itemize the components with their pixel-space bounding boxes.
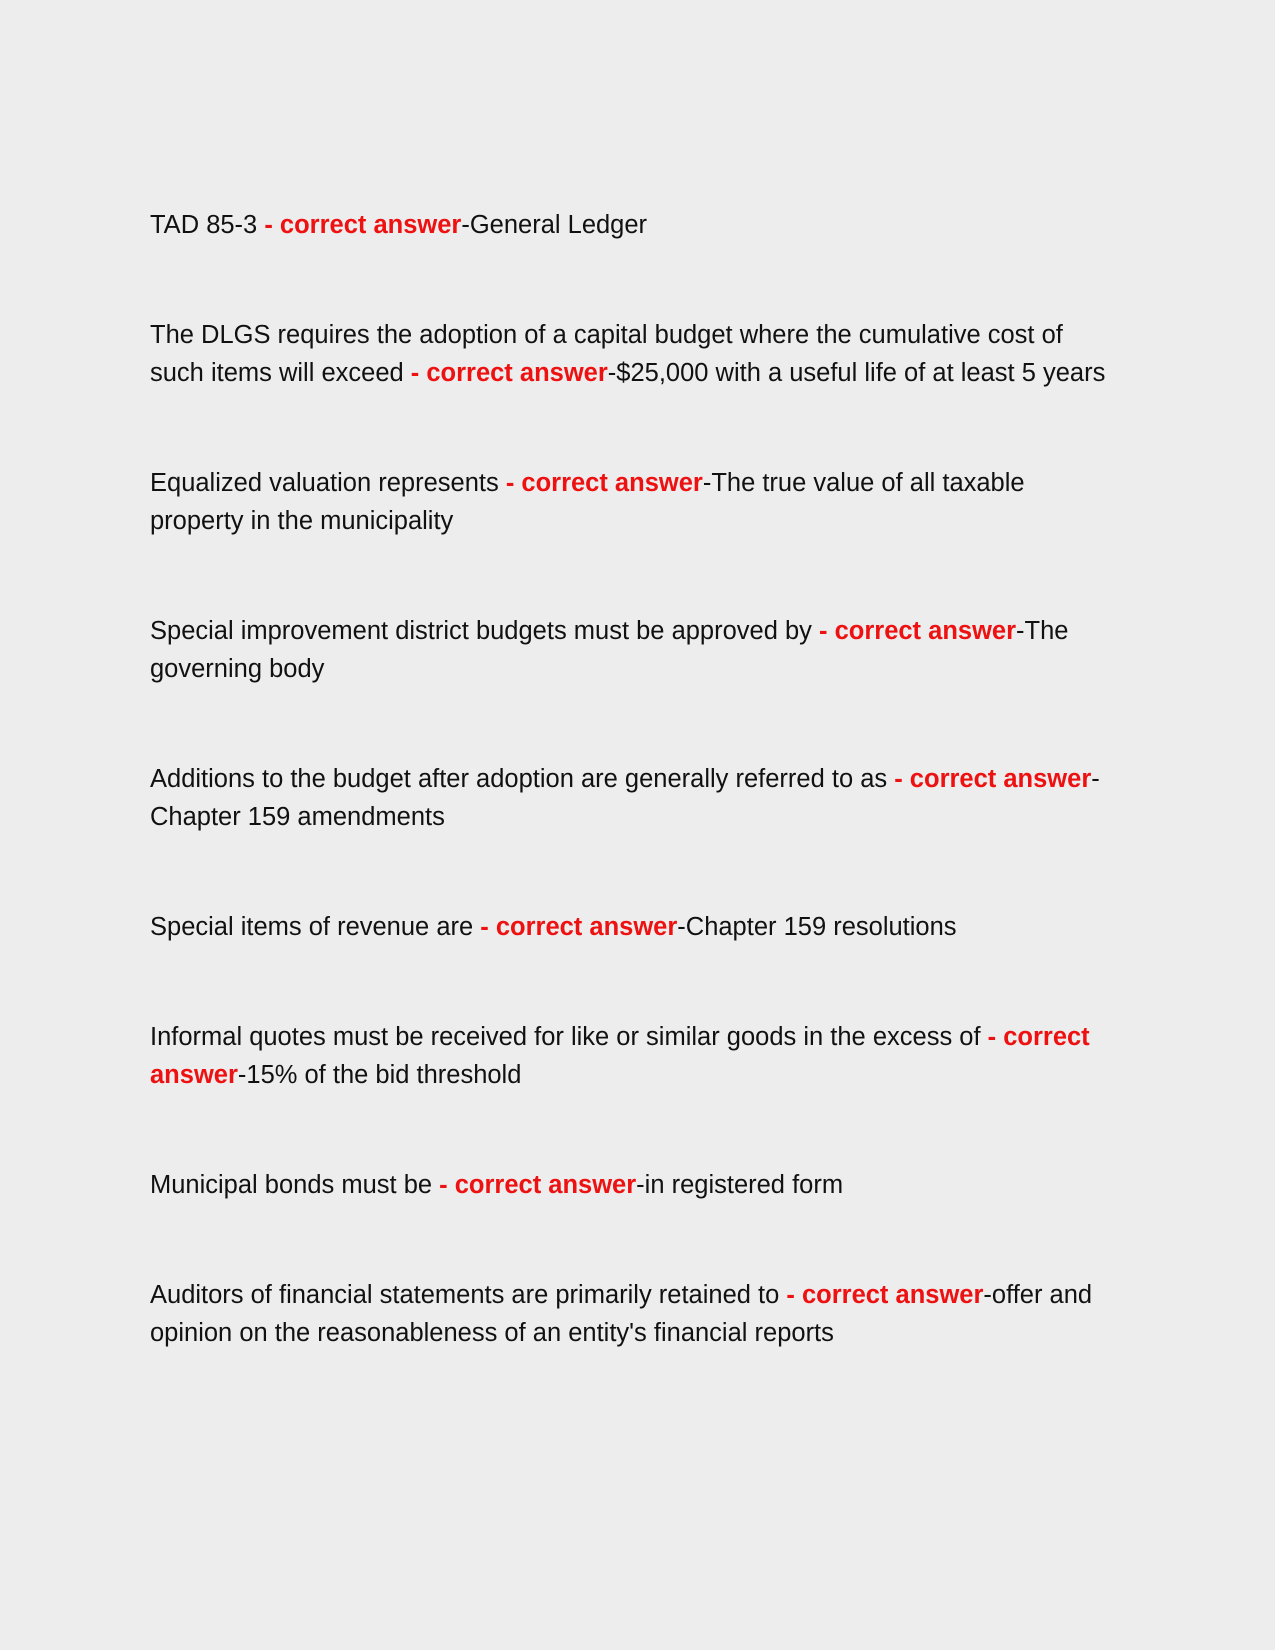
answer-text: -$25,000 with a useful life of at least 5 years <box>607 359 1106 387</box>
question-text: The DLGS requires the adoption of a capital budget where the cumulative cost of such items will exceed <box>150 321 1063 387</box>
question-text: TAD 85-3 <box>150 211 265 239</box>
document-page <box>150 206 1120 1352</box>
correct-answer-marker: - correct answer <box>480 913 678 941</box>
correct-answer-marker: - correct answer <box>819 617 1017 645</box>
correct-answer-marker: - correct answer <box>150 1023 1090 1089</box>
qa-item-6 <box>150 908 1120 946</box>
question-text: Special improvement district budgets must be approved by <box>150 617 820 645</box>
qa-item-7 <box>150 1018 1120 1094</box>
qa-item-9 <box>150 1276 1120 1352</box>
qa-item-5 <box>150 760 1120 836</box>
correct-answer-marker: - correct answer <box>786 1281 984 1309</box>
question-text: Equalized valuation represents <box>150 469 506 497</box>
correct-answer-marker: - correct answer <box>505 469 703 497</box>
answer-text: -Chapter 159 resolutions <box>677 913 957 941</box>
answer-text: -Chapter 159 amendments <box>150 765 1100 831</box>
correct-answer-marker: - correct answer <box>439 1171 637 1199</box>
question-text: Auditors of financial statements are primarily retained to <box>150 1281 787 1309</box>
answer-text: -The true value of all taxable property in the municipality <box>150 469 1025 535</box>
answer-text: -offer and opinion on the reasonableness of an entity's financial reports <box>150 1281 1093 1347</box>
qa-item-8 <box>150 1166 1120 1204</box>
correct-answer-marker: - correct answer <box>894 765 1092 793</box>
answer-text: -General Ledger <box>461 211 648 239</box>
correct-answer-marker: - correct answer <box>410 359 608 387</box>
qa-item-2 <box>150 316 1120 392</box>
qa-item-1 <box>150 206 1120 244</box>
qa-item-4 <box>150 612 1120 688</box>
answer-text: -15% of the bid threshold <box>237 1061 522 1089</box>
question-text: Additions to the budget after adoption are generally referred to as <box>150 765 895 793</box>
answer-text: -in registered form <box>636 1171 844 1199</box>
question-text: Municipal bonds must be <box>150 1171 440 1199</box>
question-text: Informal quotes must be received for like or similar goods in the excess of <box>150 1023 988 1051</box>
correct-answer-marker: - correct answer <box>264 211 462 239</box>
qa-item-3 <box>150 464 1120 540</box>
answer-text: -The governing body <box>150 617 1069 683</box>
question-text: Special items of revenue are <box>150 913 481 941</box>
